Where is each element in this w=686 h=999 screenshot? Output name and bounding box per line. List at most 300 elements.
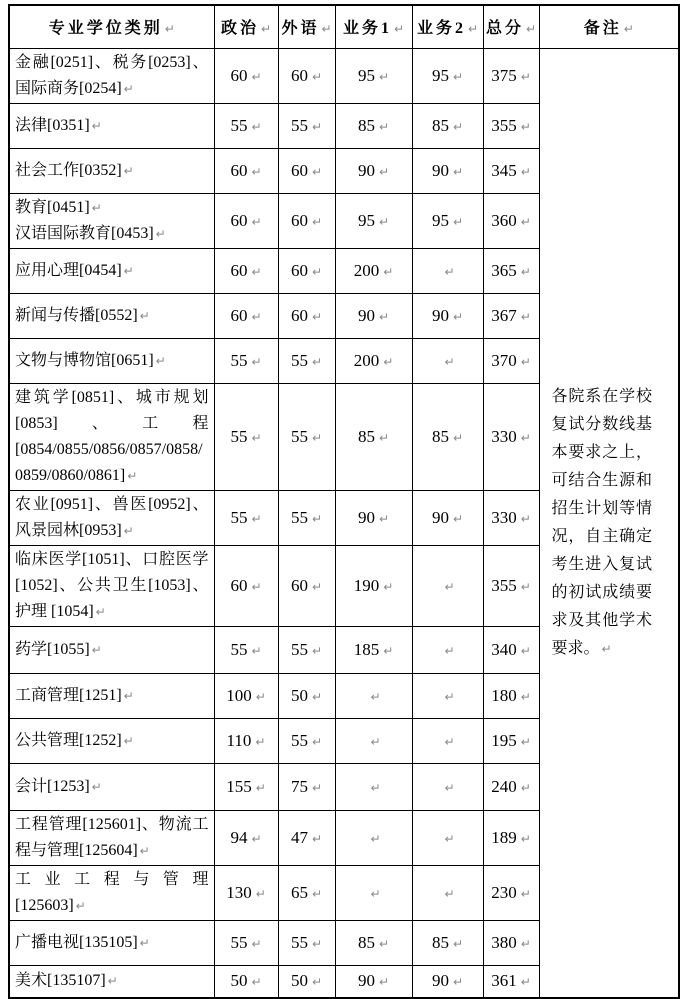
column-header-business1 — [335, 5, 412, 48]
paragraph-mark-icon: ↵ — [251, 309, 262, 324]
business1-score-value: 95 — [357, 65, 375, 85]
paragraph-mark-icon: ↵ — [444, 886, 455, 901]
column-header-label: 外语 — [281, 20, 320, 38]
business2-score-cell — [412, 810, 483, 865]
paragraph-mark-icon: ↵ — [251, 975, 262, 990]
business1-score-cell — [335, 865, 412, 920]
politics-score-cell — [214, 103, 278, 148]
paragraph-mark-icon: ↵ — [139, 843, 150, 858]
paragraph-mark-icon: ↵ — [520, 164, 531, 179]
foreign-score-cell — [278, 293, 335, 338]
politics-score-cell — [214, 490, 278, 545]
business2-score-cell — [412, 626, 483, 673]
business1-score-cell — [335, 763, 412, 810]
paragraph-mark-icon: ↵ — [311, 734, 323, 749]
category-text: 公共管理[1252] ↵ — [15, 731, 134, 749]
paragraph-mark-icon: ↵ — [251, 511, 262, 526]
total-score-value: 375 — [491, 65, 517, 85]
total-score-cell — [483, 383, 539, 490]
foreign-score-value: 55 — [290, 350, 308, 370]
business2-score-value: 95 — [431, 65, 449, 85]
paragraph-mark-icon: ↵ — [452, 975, 464, 990]
paragraph-mark-icon: ↵ — [520, 975, 531, 990]
foreign-score-value: 75 — [290, 776, 308, 796]
business2-score-cell — [412, 545, 483, 626]
foreign-score-cell — [278, 248, 335, 293]
politics-score-cell — [214, 626, 278, 673]
paragraph-mark-icon: ↵ — [311, 430, 323, 445]
paragraph-mark-icon: ↵ — [444, 264, 455, 279]
paragraph-mark-icon: ↵ — [251, 430, 262, 445]
total-score-cell — [483, 920, 539, 965]
total-score-cell — [483, 193, 539, 248]
paragraph-mark-icon: ↵ — [520, 69, 531, 84]
paragraph-mark-icon: ↵ — [123, 733, 134, 748]
category-text: 金融[0251]、税务[0253]、国际商务[0254] ↵ — [15, 53, 209, 97]
business1-score-value: 85 — [357, 115, 375, 135]
category-cell — [9, 965, 214, 998]
paragraph-mark-icon: ↵ — [452, 511, 464, 526]
paragraph-mark-icon: ↵ — [370, 734, 381, 749]
category-cell — [9, 490, 214, 545]
total-score-value: 367 — [491, 305, 517, 325]
paragraph-mark-icon: ↵ — [164, 22, 175, 37]
category-text: 建筑学[0851]、城市规划[0853]、工程[0854/0855/0856/0857/0858/0859/0860/0861] ↵ — [15, 388, 209, 484]
score-table — [8, 4, 680, 999]
column-header-label: 政治 — [220, 20, 259, 38]
politics-score-value: 155 — [226, 776, 252, 796]
paragraph-mark-icon: ↵ — [520, 831, 531, 846]
category-text: 会计[1253] ↵ — [15, 777, 102, 795]
total-score-cell — [483, 673, 539, 718]
paragraph-mark-icon: ↵ — [444, 689, 455, 704]
politics-score-value: 60 — [230, 260, 248, 280]
paragraph-mark-icon: ↵ — [452, 936, 464, 951]
foreign-score-cell — [278, 48, 335, 103]
paragraph-mark-icon: ↵ — [444, 734, 455, 749]
total-score-value: 195 — [491, 730, 517, 750]
paragraph-mark-icon: ↵ — [311, 119, 323, 134]
paragraph-mark-icon: ↵ — [444, 780, 455, 795]
category-cell — [9, 626, 214, 673]
business2-score-cell — [412, 763, 483, 810]
business2-score-value: 85 — [431, 932, 449, 952]
politics-score-value: 94 — [230, 827, 248, 847]
total-score-cell — [483, 338, 539, 383]
total-score-value: 380 — [491, 932, 517, 952]
paragraph-mark-icon: ↵ — [520, 309, 531, 324]
business1-score-value: 200 — [353, 260, 380, 280]
paragraph-mark-icon: ↵ — [311, 264, 323, 279]
paragraph-mark-icon: ↵ — [311, 936, 323, 951]
total-score-value: 240 — [491, 776, 517, 796]
total-score-value: 345 — [491, 160, 517, 180]
paragraph-mark-icon: ↵ — [311, 579, 323, 594]
politics-score-value: 50 — [230, 971, 248, 991]
business1-score-cell — [335, 148, 412, 193]
paragraph-mark-icon: ↵ — [311, 214, 323, 229]
politics-score-value: 55 — [230, 639, 248, 659]
business1-score-cell — [335, 965, 412, 998]
paragraph-mark-icon: ↵ — [139, 935, 150, 950]
business1-score-value: 90 — [357, 507, 375, 527]
paragraph-mark-icon: ↵ — [91, 200, 102, 215]
paragraph-mark-icon: ↵ — [255, 689, 266, 704]
paragraph-mark-icon: ↵ — [520, 264, 531, 279]
category-cell — [9, 673, 214, 718]
business1-score-value: 200 — [353, 350, 380, 370]
business2-score-cell — [412, 383, 483, 490]
paragraph-mark-icon: ↵ — [520, 430, 531, 445]
foreign-score-value: 50 — [290, 685, 308, 705]
politics-score-value: 60 — [230, 160, 248, 180]
category-cell — [9, 48, 214, 103]
total-score-cell — [483, 293, 539, 338]
paragraph-mark-icon: ↵ — [311, 975, 323, 990]
paragraph-mark-icon: ↵ — [378, 511, 390, 526]
foreign-score-value: 60 — [290, 575, 308, 595]
total-score-cell — [483, 865, 539, 920]
business2-score-value: 85 — [431, 426, 449, 446]
total-score-value: 230 — [491, 882, 517, 902]
paragraph-mark-icon: ↵ — [107, 974, 118, 989]
foreign-score-cell — [278, 193, 335, 248]
foreign-score-cell — [278, 383, 335, 490]
column-header-label: 业务2 — [416, 20, 466, 38]
total-score-value: 355 — [491, 575, 517, 595]
total-score-value: 330 — [491, 426, 517, 446]
paragraph-mark-icon: ↵ — [383, 264, 394, 279]
politics-score-value: 55 — [230, 426, 248, 446]
column-header-label: 业务1 — [342, 20, 392, 38]
foreign-score-value: 65 — [290, 882, 308, 902]
category-text: 广播电视[135105] ↵ — [15, 933, 150, 951]
category-text: [125603] ↵ — [15, 896, 86, 914]
paragraph-mark-icon: ↵ — [520, 689, 531, 704]
politics-score-value: 60 — [230, 575, 248, 595]
foreign-score-cell — [278, 763, 335, 810]
business2-score-cell — [412, 293, 483, 338]
foreign-score-cell — [278, 920, 335, 965]
total-score-cell — [483, 763, 539, 810]
business2-score-cell — [412, 490, 483, 545]
paragraph-mark-icon: ↵ — [95, 604, 106, 619]
foreign-score-cell — [278, 103, 335, 148]
foreign-score-cell — [278, 626, 335, 673]
category-cell — [9, 718, 214, 763]
paragraph-mark-icon: ↵ — [251, 643, 262, 658]
category-text: 教育[0451] ↵ — [15, 198, 102, 216]
column-header-foreign — [278, 5, 335, 48]
politics-score-cell — [214, 383, 278, 490]
business2-score-cell — [412, 103, 483, 148]
paragraph-mark-icon: ↵ — [123, 163, 134, 178]
total-score-cell — [483, 965, 539, 998]
category-text: 美术[135107] ↵ — [15, 972, 118, 990]
paragraph-mark-icon: ↵ — [370, 689, 381, 704]
business2-score-cell — [412, 338, 483, 383]
paragraph-mark-icon: ↵ — [321, 22, 332, 37]
category-cell — [9, 383, 214, 490]
business1-score-cell — [335, 810, 412, 865]
column-header-business2 — [412, 5, 483, 48]
total-score-cell — [483, 48, 539, 103]
paragraph-mark-icon: ↵ — [378, 975, 390, 990]
paragraph-mark-icon: ↵ — [251, 164, 262, 179]
category-text: 工商管理[1251] ↵ — [15, 686, 134, 704]
business2-score-cell — [412, 48, 483, 103]
paragraph-mark-icon: ↵ — [127, 468, 138, 483]
business2-score-value: 90 — [431, 971, 449, 991]
politics-score-value: 55 — [230, 115, 248, 135]
total-score-cell — [483, 103, 539, 148]
paragraph-mark-icon: ↵ — [520, 734, 531, 749]
remark-cell — [539, 48, 679, 998]
category-text: 法律[0351] ↵ — [15, 116, 102, 134]
business1-score-cell — [335, 193, 412, 248]
category-cell — [9, 293, 214, 338]
business1-score-cell — [335, 545, 412, 626]
total-score-value: 360 — [491, 210, 517, 230]
paragraph-mark-icon: ↵ — [378, 119, 390, 134]
paragraph-mark-icon: ↵ — [255, 734, 266, 749]
total-score-value: 355 — [491, 115, 517, 135]
paragraph-mark-icon: ↵ — [520, 119, 531, 134]
business2-score-cell — [412, 248, 483, 293]
paragraph-mark-icon: ↵ — [623, 22, 634, 37]
foreign-score-cell — [278, 965, 335, 998]
paragraph-mark-icon: ↵ — [520, 214, 531, 229]
category-cell — [9, 865, 214, 920]
foreign-score-cell — [278, 545, 335, 626]
business1-score-cell — [335, 626, 412, 673]
business1-score-value: 90 — [357, 305, 375, 325]
foreign-score-value: 60 — [290, 65, 308, 85]
category-text: 农业[0951]、兽医[0952]、风景园林[0953] ↵ — [15, 495, 209, 539]
politics-score-cell — [214, 545, 278, 626]
business1-score-cell — [335, 490, 412, 545]
paragraph-mark-icon: ↵ — [311, 780, 323, 795]
category-cell — [9, 338, 214, 383]
politics-score-cell — [214, 920, 278, 965]
paragraph-mark-icon: ↵ — [123, 81, 134, 96]
paragraph-mark-icon: ↵ — [378, 430, 390, 445]
category-text: 临床医学[1051]、口腔医学[1052]、公共卫生[1053]、护理 [1054] ↵ — [15, 550, 209, 620]
column-header-total — [483, 5, 539, 48]
paragraph-mark-icon: ↵ — [260, 22, 272, 37]
foreign-score-cell — [278, 865, 335, 920]
paragraph-mark-icon: ↵ — [383, 579, 394, 594]
business2-score-cell — [412, 193, 483, 248]
paragraph-mark-icon: ↵ — [393, 22, 405, 37]
paragraph-mark-icon: ↵ — [251, 936, 262, 951]
total-score-value: 330 — [491, 507, 517, 527]
business1-score-value: 85 — [357, 426, 375, 446]
paragraph-mark-icon: ↵ — [520, 936, 531, 951]
total-score-value: 180 — [491, 685, 517, 705]
business2-score-cell — [412, 148, 483, 193]
foreign-score-value: 55 — [290, 507, 308, 527]
paragraph-mark-icon: ↵ — [311, 886, 323, 901]
paragraph-mark-icon: ↵ — [467, 22, 479, 37]
paragraph-mark-icon: ↵ — [383, 643, 394, 658]
paragraph-mark-icon: ↵ — [520, 643, 531, 658]
paragraph-mark-icon: ↵ — [91, 642, 102, 657]
paragraph-mark-icon: ↵ — [123, 523, 134, 538]
politics-score-cell — [214, 673, 278, 718]
business1-score-value: 90 — [357, 971, 375, 991]
paragraph-mark-icon: ↵ — [311, 354, 323, 369]
foreign-score-value: 60 — [290, 210, 308, 230]
politics-score-cell — [214, 965, 278, 998]
paragraph-mark-icon: ↵ — [444, 354, 455, 369]
business2-score-value: 95 — [431, 210, 449, 230]
business1-score-cell — [335, 103, 412, 148]
foreign-score-cell — [278, 338, 335, 383]
business2-score-cell — [412, 965, 483, 998]
total-score-cell — [483, 248, 539, 293]
paragraph-mark-icon: ↵ — [251, 214, 262, 229]
politics-score-cell — [214, 338, 278, 383]
total-score-value: 370 — [491, 350, 517, 370]
paragraph-mark-icon: ↵ — [251, 354, 262, 369]
politics-score-value: 55 — [230, 932, 248, 952]
paragraph-mark-icon: ↵ — [378, 214, 390, 229]
table-row — [9, 48, 679, 103]
business1-score-value: 190 — [353, 575, 380, 595]
business2-score-value: 90 — [431, 160, 449, 180]
category-text: 社会工作[0352] ↵ — [15, 161, 134, 179]
category-text: 药学[1055] ↵ — [15, 640, 102, 658]
foreign-score-value: 55 — [290, 426, 308, 446]
paragraph-mark-icon: ↵ — [255, 780, 266, 795]
paragraph-mark-icon: ↵ — [311, 689, 323, 704]
politics-score-cell — [214, 718, 278, 763]
business1-score-value: 185 — [353, 639, 380, 659]
politics-score-value: 100 — [226, 685, 252, 705]
politics-score-value: 55 — [230, 350, 248, 370]
business2-score-value: 85 — [431, 115, 449, 135]
total-score-value: 361 — [491, 971, 517, 991]
politics-score-value: 60 — [230, 210, 248, 230]
politics-score-cell — [214, 148, 278, 193]
politics-score-value: 55 — [230, 507, 248, 527]
foreign-score-value: 50 — [290, 971, 308, 991]
business2-score-cell — [412, 920, 483, 965]
paragraph-mark-icon: ↵ — [251, 264, 262, 279]
total-score-cell — [483, 718, 539, 763]
politics-score-cell — [214, 865, 278, 920]
business2-score-cell — [412, 673, 483, 718]
paragraph-mark-icon: ↵ — [123, 263, 134, 278]
foreign-score-value: 60 — [290, 305, 308, 325]
paragraph-mark-icon: ↵ — [452, 214, 464, 229]
remark-text: 各院系在学校复试分数线基本要求之上，可结合生源和招生计划等情况，自主确定考生进入复试的初试成绩要求及其他学术要求。 — [551, 387, 652, 657]
paragraph-mark-icon: ↵ — [370, 886, 381, 901]
business1-score-value: 85 — [357, 932, 375, 952]
category-text: 汉语国际教育[0453] ↵ — [15, 224, 166, 242]
paragraph-mark-icon: ↵ — [452, 119, 464, 134]
business2-score-value: 90 — [431, 507, 449, 527]
total-score-value: 340 — [491, 639, 517, 659]
paragraph-mark-icon: ↵ — [251, 69, 262, 84]
paragraph-mark-icon: ↵ — [520, 511, 531, 526]
politics-score-value: 110 — [226, 730, 252, 750]
business1-score-cell — [335, 718, 412, 763]
foreign-score-cell — [278, 673, 335, 718]
category-cell — [9, 920, 214, 965]
politics-score-cell — [214, 810, 278, 865]
total-score-cell — [483, 810, 539, 865]
paragraph-mark-icon: ↵ — [378, 936, 390, 951]
column-header-label: 总分 — [485, 20, 524, 38]
paragraph-mark-icon: ↵ — [311, 69, 323, 84]
category-cell — [9, 810, 214, 865]
paragraph-mark-icon: ↵ — [452, 164, 464, 179]
category-text: 工业工程与管理 — [15, 870, 209, 888]
paragraph-mark-icon: ↵ — [75, 898, 86, 913]
paragraph-mark-icon: ↵ — [378, 164, 390, 179]
business1-score-cell — [335, 48, 412, 103]
paragraph-mark-icon: ↵ — [525, 22, 537, 37]
foreign-score-value: 55 — [290, 730, 308, 750]
paragraph-mark-icon: ↵ — [251, 119, 262, 134]
business1-score-cell — [335, 248, 412, 293]
paragraph-mark-icon: ↵ — [378, 309, 390, 324]
paragraph-mark-icon: ↵ — [139, 308, 150, 323]
business1-score-value: 95 — [357, 210, 375, 230]
paragraph-mark-icon: ↵ — [520, 780, 531, 795]
foreign-score-cell — [278, 490, 335, 545]
total-score-cell — [483, 626, 539, 673]
business1-score-cell — [335, 338, 412, 383]
foreign-score-cell — [278, 718, 335, 763]
total-score-value: 365 — [491, 260, 517, 280]
column-header-label: 备注 — [583, 20, 622, 38]
paragraph-mark-icon: ↵ — [311, 511, 323, 526]
politics-score-cell — [214, 193, 278, 248]
paragraph-mark-icon: ↵ — [155, 226, 166, 241]
foreign-score-cell — [278, 148, 335, 193]
category-text: 新闻与传播[0552] ↵ — [15, 306, 150, 324]
paragraph-mark-icon: ↵ — [452, 309, 464, 324]
paragraph-mark-icon: ↵ — [311, 831, 323, 846]
paragraph-mark-icon: ↵ — [520, 354, 531, 369]
paragraph-mark-icon: ↵ — [91, 779, 102, 794]
foreign-score-value: 55 — [290, 115, 308, 135]
paragraph-mark-icon: ↵ — [444, 643, 455, 658]
paragraph-mark-icon: ↵ — [155, 353, 166, 368]
category-cell — [9, 193, 214, 248]
politics-score-value: 60 — [230, 305, 248, 325]
column-header-label: 专业学位类别 — [48, 20, 163, 38]
business2-score-cell — [412, 865, 483, 920]
category-cell — [9, 103, 214, 148]
paragraph-mark-icon: ↵ — [123, 688, 134, 703]
category-text: 工程管理[125601]、物流工程与管理[125604] ↵ — [15, 815, 209, 859]
business1-score-cell — [335, 383, 412, 490]
total-score-cell — [483, 545, 539, 626]
paragraph-mark-icon: ↵ — [311, 164, 323, 179]
politics-score-cell — [214, 763, 278, 810]
category-cell — [9, 148, 214, 193]
paragraph-mark-icon: ↵ — [311, 309, 323, 324]
paragraph-mark-icon: ↵ — [91, 118, 102, 133]
paragraph-mark-icon: ↵ — [370, 780, 381, 795]
paragraph-mark-icon: ↵ — [255, 886, 266, 901]
business2-score-cell — [412, 718, 483, 763]
total-score-cell — [483, 148, 539, 193]
